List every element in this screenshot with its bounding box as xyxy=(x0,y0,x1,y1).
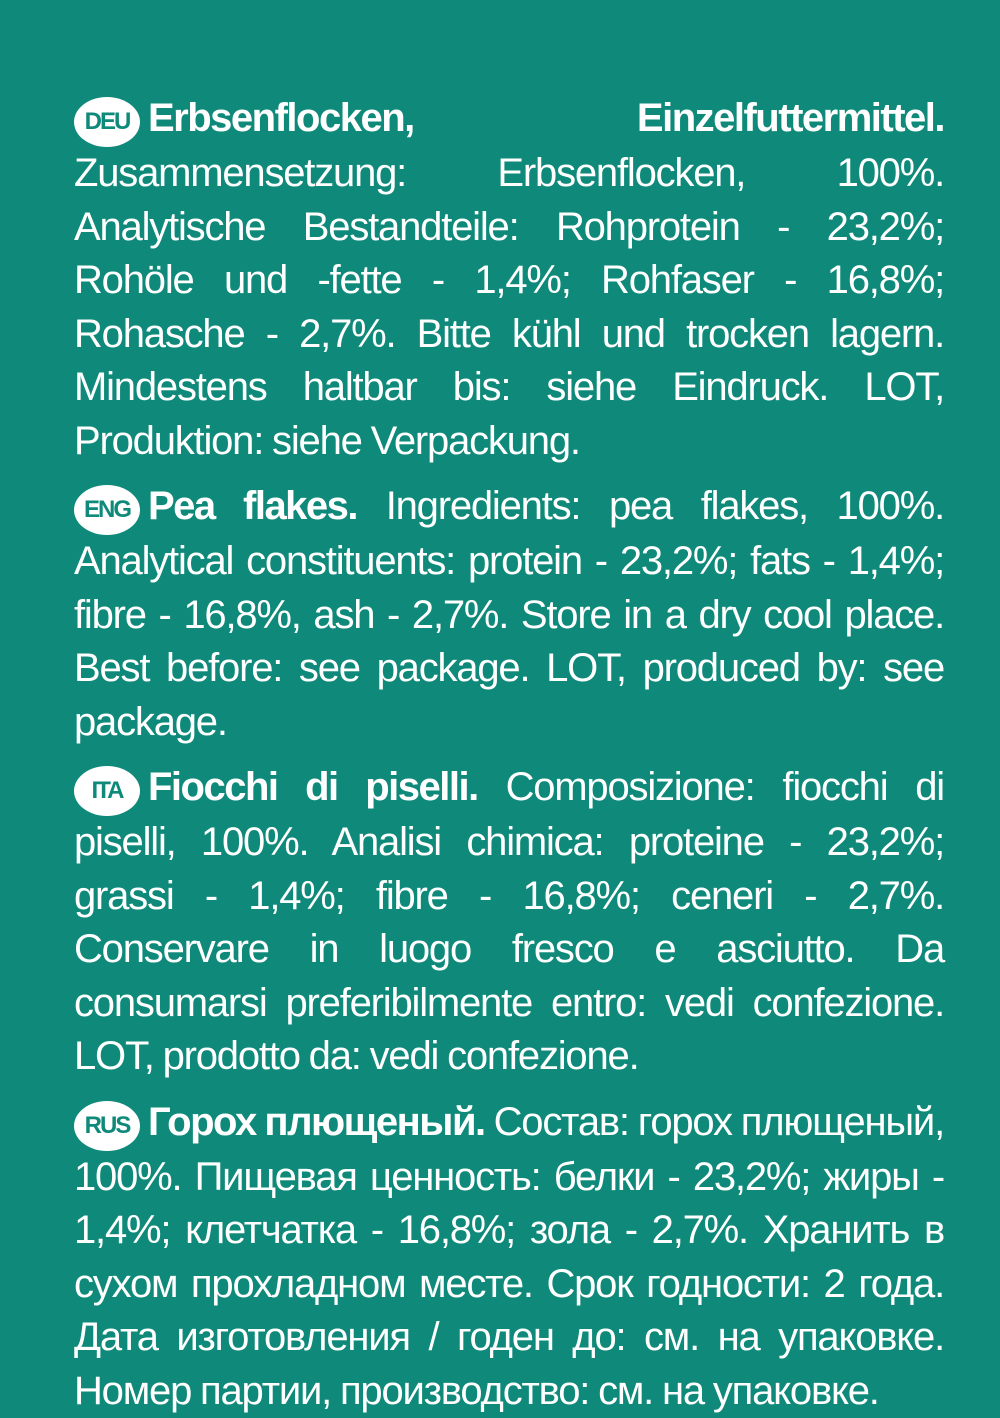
product-name-deu: Erbsenflocken, Einzelfuttermittel. xyxy=(148,96,944,140)
language-badge-eng: ENG xyxy=(74,485,140,535)
language-badge-deu: DEU xyxy=(74,97,140,147)
section-rus xyxy=(74,1096,944,1418)
section-eng xyxy=(74,480,944,749)
section-body-eng: Ingredients: pea flakes, 100%. Analytical constituents: protein - 23,2%; fats - 1,4%; fibre - 16,8%, ash - 2,7%. Store in a dry cool place. Best before: see package. LOT, produced by: see package. xyxy=(74,484,944,744)
product-name-rus: Горох плющеный. xyxy=(148,1100,485,1144)
section-body-rus: Состав: горох плющеный, 100%. Пищевая ценность: белки - 23,2%; жиры - 1,4%; клетчатка - 16,8%; зола - 2,7%. Хранить в сухом прохладном месте. Срок годности: 2 года. Дата изготовления / годен до: см. на упаковке. Номер партии, производство: см. на упаковке. xyxy=(74,1100,944,1413)
section-ita xyxy=(74,761,944,1084)
section-body-ita: Composizione: fiocchi di piselli, 100%. Analisi chimica: proteine - 23,2%; grassi - 1,4%; fibre - 16,8%; ceneri - 2,7%. Conservare in luogo fresco e asciutto. Da consumarsi preferibilmente entro: vedi confezione. LOT, prodotto da: vedi confezione. xyxy=(74,765,944,1078)
section-deu xyxy=(74,92,944,468)
language-badge-rus: RUS xyxy=(74,1101,140,1151)
section-body-deu: Zusammensetzung: Erbsenflocken, 100%. Analytische Bestandteile: Rohprotein - 23,2%; Rohöle und -fette - 1,4%; Rohfaser - 16,8%; Rohasche - 2,7%. Bitte kühl und trocken lagern. Mindestens haltbar bis: siehe Eindruck. LOT, Produktion: siehe Verpackung. xyxy=(74,151,944,463)
language-badge-ita: ITA xyxy=(74,766,140,816)
product-name-eng: Pea flakes. xyxy=(148,484,357,528)
product-name-ita: Fiocchi di piselli. xyxy=(148,765,478,809)
